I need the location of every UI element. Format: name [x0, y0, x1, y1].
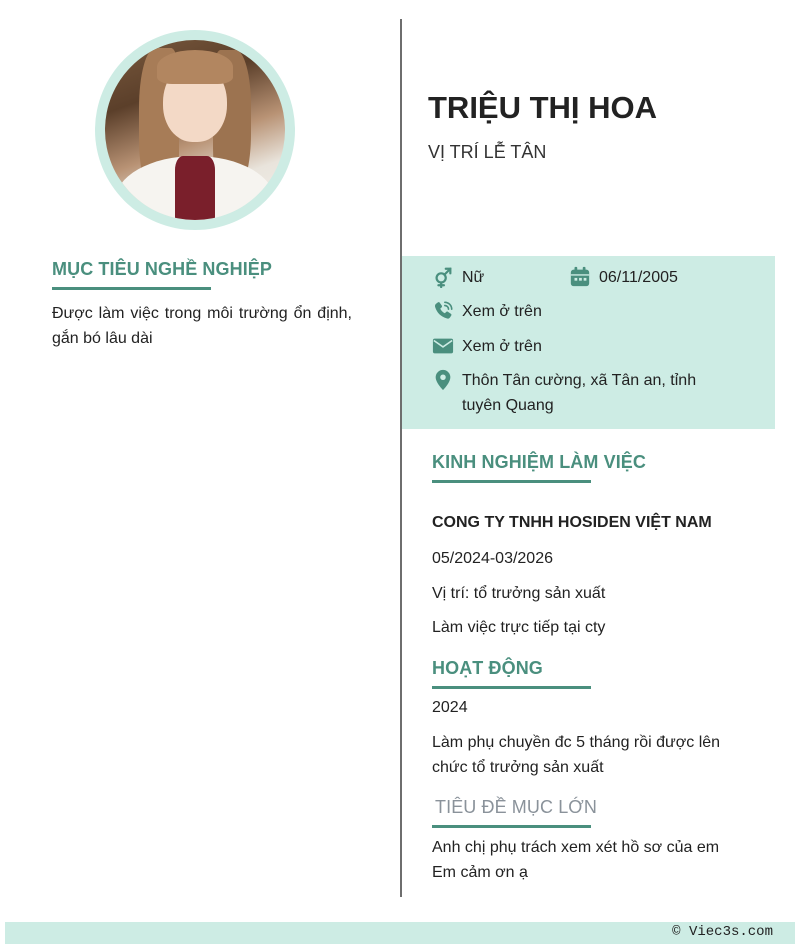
experience-period: 05/2024-03/2026	[432, 550, 553, 567]
gender-value: Nữ	[462, 269, 485, 286]
contact-email	[432, 334, 542, 359]
extra-text-line1: Anh chị phụ trách xem xét hồ sơ của em	[432, 839, 720, 856]
experience-description: Làm việc trực tiếp tại cty	[432, 619, 606, 636]
contact-gender	[432, 265, 484, 290]
gender-icon	[432, 266, 454, 288]
objective-text: Được làm việc trong môi trường ổn định, gắn bó lâu dài	[52, 305, 352, 347]
contact-birthday	[569, 265, 678, 290]
experience-title	[432, 452, 646, 473]
column-divider	[400, 19, 402, 897]
contact-phone	[432, 299, 542, 324]
extra-title-underline	[432, 825, 591, 828]
avatar	[105, 40, 285, 220]
calendar-icon	[569, 266, 591, 288]
extra-text-line2: Em cảm ơn ạ	[432, 864, 528, 881]
contact-address	[432, 368, 732, 418]
birthday-value: 06/11/2005	[599, 269, 678, 286]
experience-title-underline	[432, 480, 591, 483]
footer-credit[interactable]: © Viec3s.com	[672, 924, 773, 940]
phone-value: Xem ở trên	[462, 303, 542, 320]
activities-description: Làm phụ chuyền đc 5 tháng rồi được lên chức tổ trưởng sản xuất	[432, 734, 721, 776]
objective-title-text: MỤC TIÊU NGHỀ NGHIỆP	[52, 259, 273, 279]
experience-company: CONG TY TNHH HOSIDEN VIỆT NAM	[432, 514, 712, 531]
address-value: Thôn Tân cường, xã Tân an, tỉnh tuyên Quang	[462, 372, 697, 414]
phone-icon	[432, 300, 454, 322]
activities-title-text: HOẠT ĐỘNG	[432, 658, 543, 678]
extra-title-text: TIÊU ĐỀ MỤC LỚN	[435, 797, 597, 817]
map-pin-icon	[432, 369, 454, 391]
activities-year: 2024	[432, 699, 468, 716]
footer-bar	[5, 922, 795, 944]
envelope-icon	[432, 335, 454, 357]
avatar-frame	[95, 30, 295, 230]
candidate-name: TRIỆU THỊ HOA	[428, 90, 658, 125]
experience-role: Vị trí: tổ trưởng sản xuất	[432, 585, 606, 602]
email-value: Xem ở trên	[462, 338, 542, 355]
candidate-position: VỊ TRÍ LỄ TÂN	[428, 142, 547, 162]
activities-title-underline	[432, 686, 591, 689]
objective-title-underline	[52, 287, 211, 290]
experience-title-text: KINH NGHIỆM LÀM VIỆC	[432, 452, 647, 472]
extra-title	[432, 797, 597, 818]
activities-title	[432, 658, 543, 679]
objective-title	[52, 259, 272, 280]
